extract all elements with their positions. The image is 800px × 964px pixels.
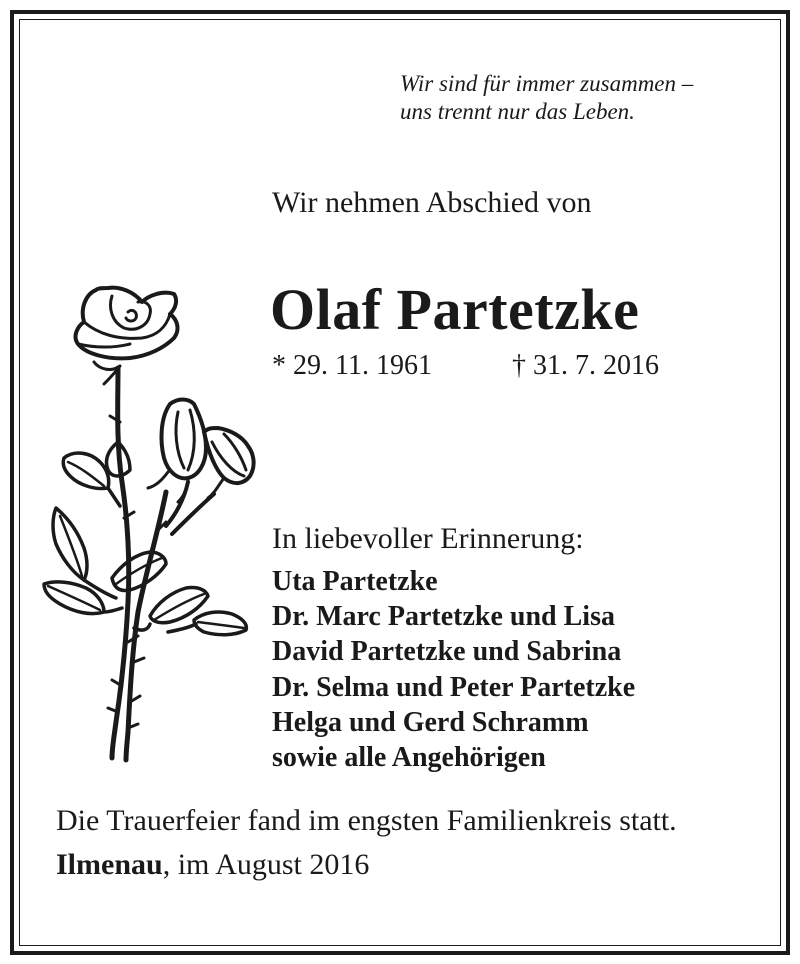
- place-city: Ilmenau: [56, 848, 163, 881]
- ceremony-note: Die Trauerfeier fand im engsten Familienkreis statt.: [56, 804, 677, 837]
- death-date: † 31. 7. 2016: [512, 350, 659, 381]
- deceased-name: Olaf Partetzke: [270, 277, 640, 342]
- place-date: [56, 848, 369, 882]
- mourner-line: Uta Partetzke: [272, 566, 438, 597]
- birth-date: * 29. 11. 1961: [272, 350, 432, 381]
- motto-line-2: uns trennt nur das Leben.: [400, 99, 635, 124]
- mourner-line: Dr. Marc Partetzke und Lisa: [272, 601, 615, 633]
- mourner-line: sowie alle Angehörigen: [272, 742, 546, 774]
- motto: [400, 70, 693, 126]
- mourner-line: Helga und Gerd Schramm: [272, 706, 589, 738]
- memory-label: In liebevoller Erinnerung:: [272, 522, 584, 555]
- mourner-line: David Partetzke und Sabrina: [272, 636, 622, 668]
- mourners-list: [272, 564, 635, 775]
- mourner-line: Dr. Selma und Peter Partetzke: [272, 671, 636, 703]
- place-month: , im August 2016: [162, 848, 370, 881]
- intro-text: Wir nehmen Abschied von: [272, 186, 592, 219]
- rose-illustration: [38, 282, 258, 767]
- motto-line-1: Wir sind für immer zusammen –: [400, 71, 694, 96]
